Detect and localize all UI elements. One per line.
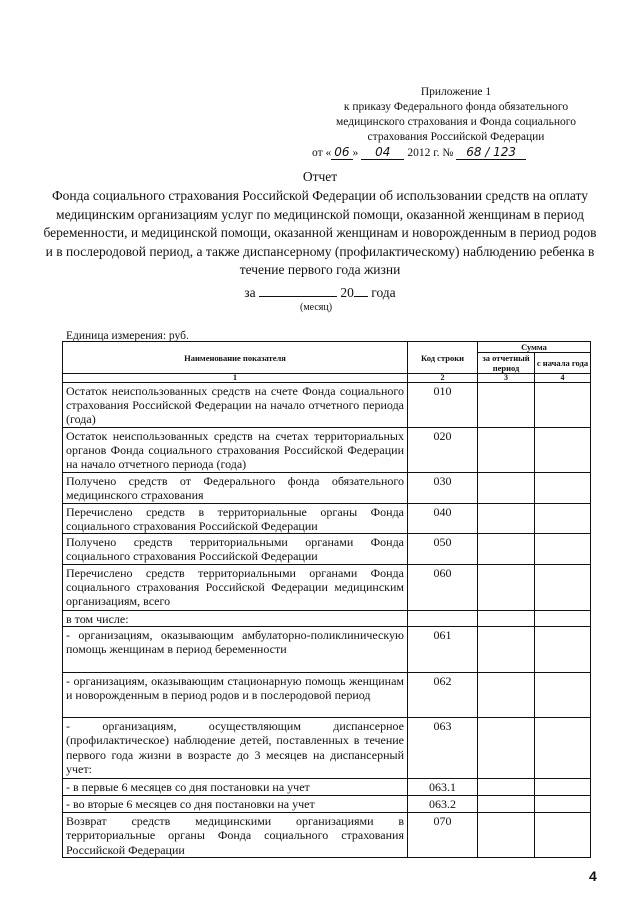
row-code: 063: [408, 718, 478, 779]
row-name: в том числе:: [63, 611, 408, 627]
table-row: [63, 779, 591, 796]
sum-period-cell[interactable]: [478, 813, 535, 858]
sum-period-cell[interactable]: [478, 611, 535, 627]
row-code: 060: [408, 565, 478, 611]
page-number: 4: [589, 868, 597, 884]
report-table: [62, 341, 591, 858]
sum-year-cell[interactable]: [535, 718, 591, 779]
header-sum: Сумма: [478, 342, 591, 353]
row-name: - в первые 6 месяцев со дня постановки на учет: [63, 779, 408, 796]
row-name: - организациям, осуществляющим диспансерное (профилактическое) наблюдение детей, поставленных в течение первого года жизни в возрасте до 3 месяцев на диспансерный учет:: [63, 718, 408, 779]
sum-year-cell[interactable]: [535, 383, 591, 428]
sum-year-cell[interactable]: [535, 472, 591, 503]
order-year: 2012 г. №: [407, 147, 454, 159]
appendix-line: страхования Российской Федерации: [367, 131, 545, 143]
table-row: [63, 673, 591, 718]
appendix-line: медицинского страхования и Фонда социального: [336, 116, 576, 128]
row-name: Перечислено средств в территориальные органы Фонда социального страхования Российской Федерации: [63, 503, 408, 533]
table-row: [63, 534, 591, 565]
header-sum-year: с начала года: [535, 353, 591, 374]
sum-year-cell[interactable]: [535, 813, 591, 858]
appendix-title: Приложение 1: [420, 86, 492, 98]
sum-period-cell[interactable]: [478, 796, 535, 813]
row-code: 030: [408, 472, 478, 503]
report-subject: Фонда социального страхования Российской Федерации об использовании средств на оплату медицинским организациям услуг по медицинской помощи, оказанной женщинам в период беременности, и медицинской помощи, оказанной женщинам и новорожденным в период родов и в послеродовой период, а также диспансерному (профилактическому) наблюдению ребенка в течение первого года жизни: [43, 188, 597, 277]
sum-year-cell[interactable]: [535, 611, 591, 627]
order-number: 68 / 123: [456, 145, 526, 160]
row-code: 040: [408, 503, 478, 533]
period-year-blank: [354, 296, 368, 297]
period-month-blank: [259, 296, 337, 297]
report-title: Отчет: [302, 169, 338, 184]
table-row: [63, 565, 591, 611]
sum-year-cell[interactable]: [535, 627, 591, 673]
row-code: 010: [408, 383, 478, 428]
table-row: [63, 611, 591, 627]
order-month: 04: [361, 145, 404, 160]
appendix-block: [306, 85, 606, 161]
table-row: [63, 718, 591, 779]
appendix-line: к приказу Федерального фонда обязательного: [343, 101, 569, 113]
row-name: Возврат средств медицинскими организациями в территориальные органы Фонда социального страхования Российской Федерации: [63, 813, 408, 858]
row-name: - во вторые 6 месяцев со дня постановки на учет: [63, 796, 408, 813]
table-row: [63, 813, 591, 858]
table-row: [63, 503, 591, 533]
sum-year-cell[interactable]: [535, 779, 591, 796]
report-period: [0, 285, 640, 301]
row-code: 020: [408, 428, 478, 473]
sum-period-cell[interactable]: [478, 534, 535, 565]
col-number: 1: [63, 374, 408, 383]
row-name: Остаток неиспользованных средств на счетах территориальных органов Фонда социального страхования Российской Федерации на начало отчетного периода (года): [63, 428, 408, 473]
table-row: [63, 627, 591, 673]
period-year-prefix: 20: [340, 285, 354, 300]
sum-year-cell[interactable]: [535, 503, 591, 533]
month-caption: (месяц): [300, 302, 333, 313]
sum-period-cell[interactable]: [478, 383, 535, 428]
row-name: Получено средств от Федерального фонда обязательного медицинского страхования: [63, 472, 408, 503]
order-reference: [306, 145, 606, 161]
period-prefix: за: [244, 285, 256, 300]
row-code: 050: [408, 534, 478, 565]
order-prefix: от «: [312, 147, 332, 159]
row-name: Перечислено средств территориальными органами Фонда социального страхования Российской Федерации медицинским организациям, всего: [63, 565, 408, 611]
sum-period-cell[interactable]: [478, 718, 535, 779]
unit-of-measure: Единица измерения: руб.: [66, 330, 189, 342]
table-row: [63, 472, 591, 503]
sum-year-cell[interactable]: [535, 673, 591, 718]
col-number: 3: [478, 374, 535, 383]
row-name: Получено средств территориальными органами Фонда социального страхования Российской Федерации: [63, 534, 408, 565]
period-suffix: года: [371, 285, 396, 300]
sum-period-cell[interactable]: [478, 565, 535, 611]
row-code: [408, 611, 478, 627]
sum-period-cell[interactable]: [478, 627, 535, 673]
sum-year-cell[interactable]: [535, 428, 591, 473]
header-sum-period: за отчетный период: [478, 353, 535, 374]
row-name: Остаток неиспользованных средств на счете Фонда социального страхования Российской Федерации на начало отчетного периода (года): [63, 383, 408, 428]
sum-year-cell[interactable]: [535, 796, 591, 813]
col-number: 4: [535, 374, 591, 383]
row-code: 061: [408, 627, 478, 673]
header-name: Наименование показателя: [63, 342, 408, 374]
col-number: 2: [408, 374, 478, 383]
row-code: 062: [408, 673, 478, 718]
table-row: [63, 383, 591, 428]
sum-period-cell[interactable]: [478, 503, 535, 533]
row-name: - организациям, оказывающим амбулаторно-поликлиническую помощь женщинам в период беременности: [63, 627, 408, 673]
order-quote: »: [352, 147, 359, 159]
row-code: 070: [408, 813, 478, 858]
sum-period-cell[interactable]: [478, 428, 535, 473]
order-day: 06: [331, 145, 352, 160]
sum-period-cell[interactable]: [478, 472, 535, 503]
row-code: 063.2: [408, 796, 478, 813]
table-row: [63, 428, 591, 473]
row-code: 063.1: [408, 779, 478, 796]
sum-year-cell[interactable]: [535, 534, 591, 565]
table-row: [63, 796, 591, 813]
sum-period-cell[interactable]: [478, 673, 535, 718]
sum-year-cell[interactable]: [535, 565, 591, 611]
row-name: - организациям, оказывающим стационарную помощь женщинам и новорожденным в период родов и в послеродовой период: [63, 673, 408, 718]
header-code: Код строки: [408, 342, 478, 374]
sum-period-cell[interactable]: [478, 779, 535, 796]
